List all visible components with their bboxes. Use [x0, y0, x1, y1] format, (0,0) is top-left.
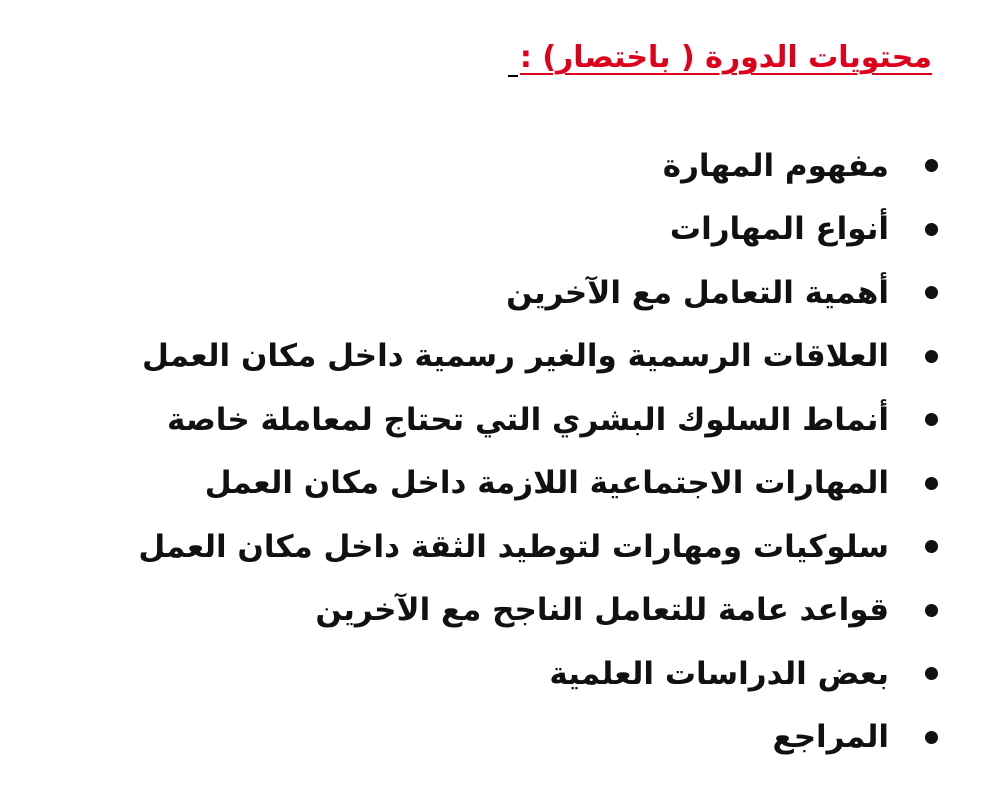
list-item	[38, 515, 938, 579]
list-item-text: أهمية التعامل مع الآخرين	[506, 274, 889, 311]
list-item-text: مفهوم المهارة	[662, 147, 889, 184]
bullet-icon	[925, 667, 938, 680]
list-item	[38, 579, 938, 643]
section-heading-text: محتويات الدورة ( باختصار) :	[519, 40, 932, 75]
course-contents-list	[38, 134, 938, 769]
list-item-text: بعض الدراسات العلمية	[549, 655, 889, 692]
list-item	[38, 325, 938, 389]
bullet-icon	[925, 604, 938, 617]
bullet-icon	[925, 413, 938, 426]
section-heading	[508, 40, 932, 77]
list-item-text: المهارات الاجتماعية اللازمة داخل مكان العمل	[204, 465, 889, 502]
list-item-text: المراجع	[772, 719, 889, 756]
list-item-text: العلاقات الرسمية والغير رسمية داخل مكان العمل	[141, 338, 889, 375]
list-item	[38, 706, 938, 770]
bullet-icon	[925, 540, 938, 553]
list-item	[38, 388, 938, 452]
list-item	[38, 134, 938, 198]
list-item	[38, 642, 938, 706]
list-item	[38, 452, 938, 516]
heading-underline-tail	[508, 75, 518, 77]
list-item-text: سلوكيات ومهارات لتوطيد الثقة داخل مكان العمل	[138, 528, 889, 565]
list-item	[38, 198, 938, 262]
bullet-icon	[925, 731, 938, 744]
list-item-text: قواعد عامة للتعامل الناجح مع الآخرين	[315, 592, 889, 629]
bullet-icon	[925, 350, 938, 363]
list-item	[38, 261, 938, 325]
bullet-icon	[925, 223, 938, 236]
list-item-text: أنماط السلوك البشري التي تحتاج لمعاملة خاصة	[167, 401, 889, 438]
bullet-icon	[925, 477, 938, 490]
list-item-text: أنواع المهارات	[669, 211, 889, 248]
bullet-icon	[925, 159, 938, 172]
bullet-icon	[925, 286, 938, 299]
